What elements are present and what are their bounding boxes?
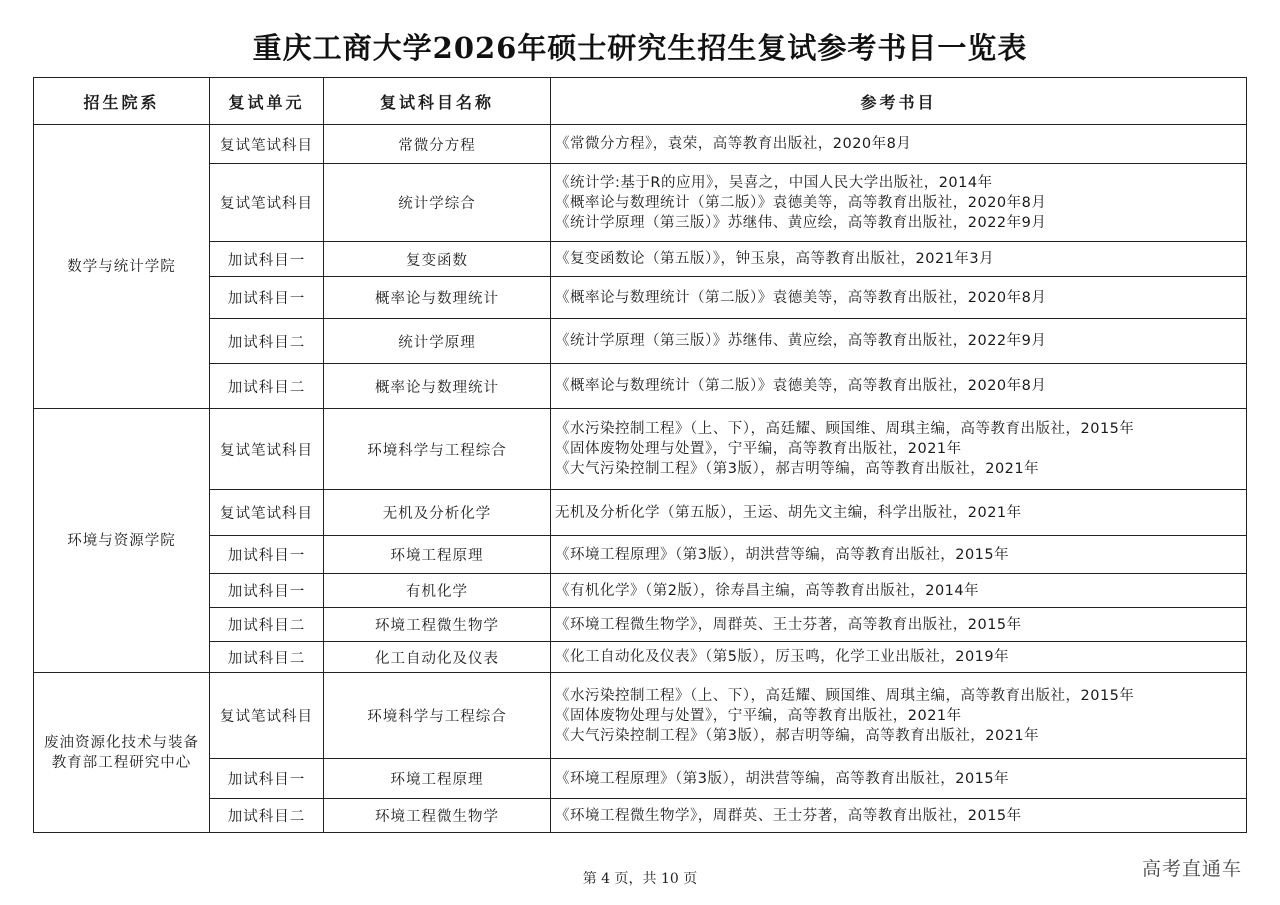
book-entry: 《大气污染控制工程》（第3版），郝吉明等编，高等教育出版社，2021年 bbox=[555, 461, 1040, 477]
book-entry: 《水污染控制工程》（上、下），高廷耀、顾国维、周琪主编，高等教育出版社，2015年 bbox=[555, 421, 1135, 437]
books-cell bbox=[551, 574, 1247, 608]
page-title: 重庆工商大学2026年硕士研究生招生复试参考书目一览表 bbox=[252, 31, 1028, 65]
book-entry: 《统计学原理（第三版）》苏继伟、黄应绘，高等教育出版社，2022年9月 bbox=[555, 214, 1047, 231]
subject-cell: 环境科学与工程综合 bbox=[324, 673, 551, 759]
books-cell bbox=[551, 242, 1247, 277]
unit-cell: 加试科目一 bbox=[210, 759, 324, 799]
table-row bbox=[34, 536, 1247, 574]
table-body bbox=[34, 125, 1247, 833]
subject-cell: 有机化学 bbox=[324, 574, 551, 608]
subject-cell: 统计学综合 bbox=[324, 164, 551, 242]
unit-cell: 加试科目二 bbox=[210, 608, 324, 642]
reference-book-table bbox=[33, 77, 1247, 833]
books-cell bbox=[551, 536, 1247, 574]
table-row bbox=[34, 164, 1247, 242]
book-entry: 无机及分析化学（第五版），王运、胡先文主编，科学出版社，2021年 bbox=[555, 504, 1022, 521]
subject-cell: 概率论与数理统计 bbox=[324, 364, 551, 409]
unit-cell: 复试笔试科目 bbox=[210, 409, 324, 490]
books-cell bbox=[551, 799, 1247, 833]
subject-cell: 环境工程微生物学 bbox=[324, 608, 551, 642]
books-cell bbox=[551, 164, 1247, 242]
unit-cell: 加试科目一 bbox=[210, 574, 324, 608]
book-entry: 《水污染控制工程》（上、下），高廷耀、顾国维、周琪主编，高等教育出版社，2015年 bbox=[555, 687, 1135, 704]
table-row bbox=[34, 608, 1247, 642]
table-row bbox=[34, 490, 1247, 536]
table-row bbox=[34, 125, 1247, 164]
unit-cell: 加试科目一 bbox=[210, 277, 324, 319]
book-entry: 《复变函数论（第五版）》，钟玉泉，高等教育出版社，2021年3月 bbox=[555, 251, 995, 267]
book-entry: 《统计学:基于R的应用》，吴喜之，中国人民大学出版社，2014年 bbox=[555, 174, 993, 191]
books-cell bbox=[551, 364, 1247, 409]
table-row bbox=[34, 642, 1247, 673]
book-entry: 《固体废物处理与处置》，宁平编，高等教育出版社，2021年 bbox=[555, 707, 962, 724]
subject-cell: 化工自动化及仪表 bbox=[324, 642, 551, 673]
subject-cell: 环境科学与工程综合 bbox=[324, 409, 551, 490]
unit-cell: 加试科目一 bbox=[210, 242, 324, 277]
unit-cell: 复试笔试科目 bbox=[210, 673, 324, 759]
book-entry: 《有机化学》（第2版），徐寿昌主编，高等教育出版社，2014年 bbox=[555, 582, 980, 599]
table-row bbox=[34, 364, 1247, 409]
book-entry: 《环境工程原理》（第3版），胡洪营等编，高等教育出版社，2015年 bbox=[555, 546, 1010, 563]
unit-cell: 加试科目二 bbox=[210, 799, 324, 833]
book-entry: 《化工自动化及仪表》（第5版），厉玉鸣，化学工业出版社，2019年 bbox=[555, 649, 1010, 665]
books-cell bbox=[551, 277, 1247, 319]
books-cell bbox=[551, 642, 1247, 673]
books-cell bbox=[551, 125, 1247, 164]
subject-cell: 环境工程原理 bbox=[324, 536, 551, 574]
unit-cell: 复试笔试科目 bbox=[210, 164, 324, 242]
college-cell: 废油资源化技术与装备教育部工程研究中心 bbox=[34, 673, 210, 833]
header-unit: 复试单元 bbox=[210, 78, 324, 125]
watermark: 高考直通车 bbox=[1142, 858, 1243, 880]
table-row bbox=[34, 319, 1247, 364]
book-entry: 《大气污染控制工程》（第3版），郝吉明等编，高等教育出版社，2021年 bbox=[555, 727, 1040, 744]
college-cell: 数学与统计学院 bbox=[34, 125, 210, 409]
books-cell bbox=[551, 759, 1247, 799]
subject-cell: 环境工程微生物学 bbox=[324, 799, 551, 833]
college-cell: 环境与资源学院 bbox=[34, 409, 210, 673]
books-cell bbox=[551, 319, 1247, 364]
unit-cell: 加试科目一 bbox=[210, 536, 324, 574]
subject-cell: 概率论与数理统计 bbox=[324, 277, 551, 319]
subject-cell: 无机及分析化学 bbox=[324, 490, 551, 536]
books-cell bbox=[551, 490, 1247, 536]
book-entry: 《概率论与数理统计（第二版）》袁德美等，高等教育出版社，2020年8月 bbox=[555, 194, 1047, 211]
table-row bbox=[34, 277, 1247, 319]
book-entry: 《环境工程微生物学》，周群英、王士芬著，高等教育出版社，2015年 bbox=[555, 616, 1022, 633]
books-cell bbox=[551, 673, 1247, 759]
header-college: 招生院系 bbox=[34, 78, 210, 125]
book-entry: 《环境工程微生物学》，周群英、王士芬著，高等教育出版社，2015年 bbox=[555, 807, 1022, 824]
unit-cell: 复试笔试科目 bbox=[210, 490, 324, 536]
subject-cell: 环境工程原理 bbox=[324, 759, 551, 799]
book-entry: 《概率论与数理统计（第二版）》袁德美等，高等教育出版社，2020年8月 bbox=[555, 378, 1047, 394]
page-number: 第 4 页，共 10 页 bbox=[582, 871, 698, 887]
header-subject: 复试科目名称 bbox=[324, 78, 551, 125]
table-row bbox=[34, 242, 1247, 277]
table-row bbox=[34, 759, 1247, 799]
subject-cell: 统计学原理 bbox=[324, 319, 551, 364]
subject-cell: 常微分方程 bbox=[324, 125, 551, 164]
unit-cell: 加试科目二 bbox=[210, 642, 324, 673]
table-row bbox=[34, 673, 1247, 759]
unit-cell: 复试笔试科目 bbox=[210, 125, 324, 164]
table-row bbox=[34, 574, 1247, 608]
book-entry: 《概率论与数理统计（第二版）》袁德美等，高等教育出版社，2020年8月 bbox=[555, 289, 1047, 306]
table-row bbox=[34, 409, 1247, 490]
book-entry: 《统计学原理（第三版）》苏继伟、黄应绘，高等教育出版社，2022年9月 bbox=[555, 333, 1047, 349]
books-cell bbox=[551, 409, 1247, 490]
unit-cell: 加试科目二 bbox=[210, 364, 324, 409]
book-entry: 《常微分方程》，袁荣，高等教育出版社，2020年8月 bbox=[555, 136, 912, 152]
table-row bbox=[34, 799, 1247, 833]
book-entry: 《固体废物处理与处置》，宁平编，高等教育出版社，2021年 bbox=[555, 441, 962, 457]
books-cell bbox=[551, 608, 1247, 642]
book-entry: 《环境工程原理》（第3版），胡洪营等编，高等教育出版社，2015年 bbox=[555, 770, 1010, 787]
unit-cell: 加试科目二 bbox=[210, 319, 324, 364]
header-books: 参考书目 bbox=[551, 78, 1247, 125]
table-header-row bbox=[34, 78, 1247, 125]
subject-cell: 复变函数 bbox=[324, 242, 551, 277]
